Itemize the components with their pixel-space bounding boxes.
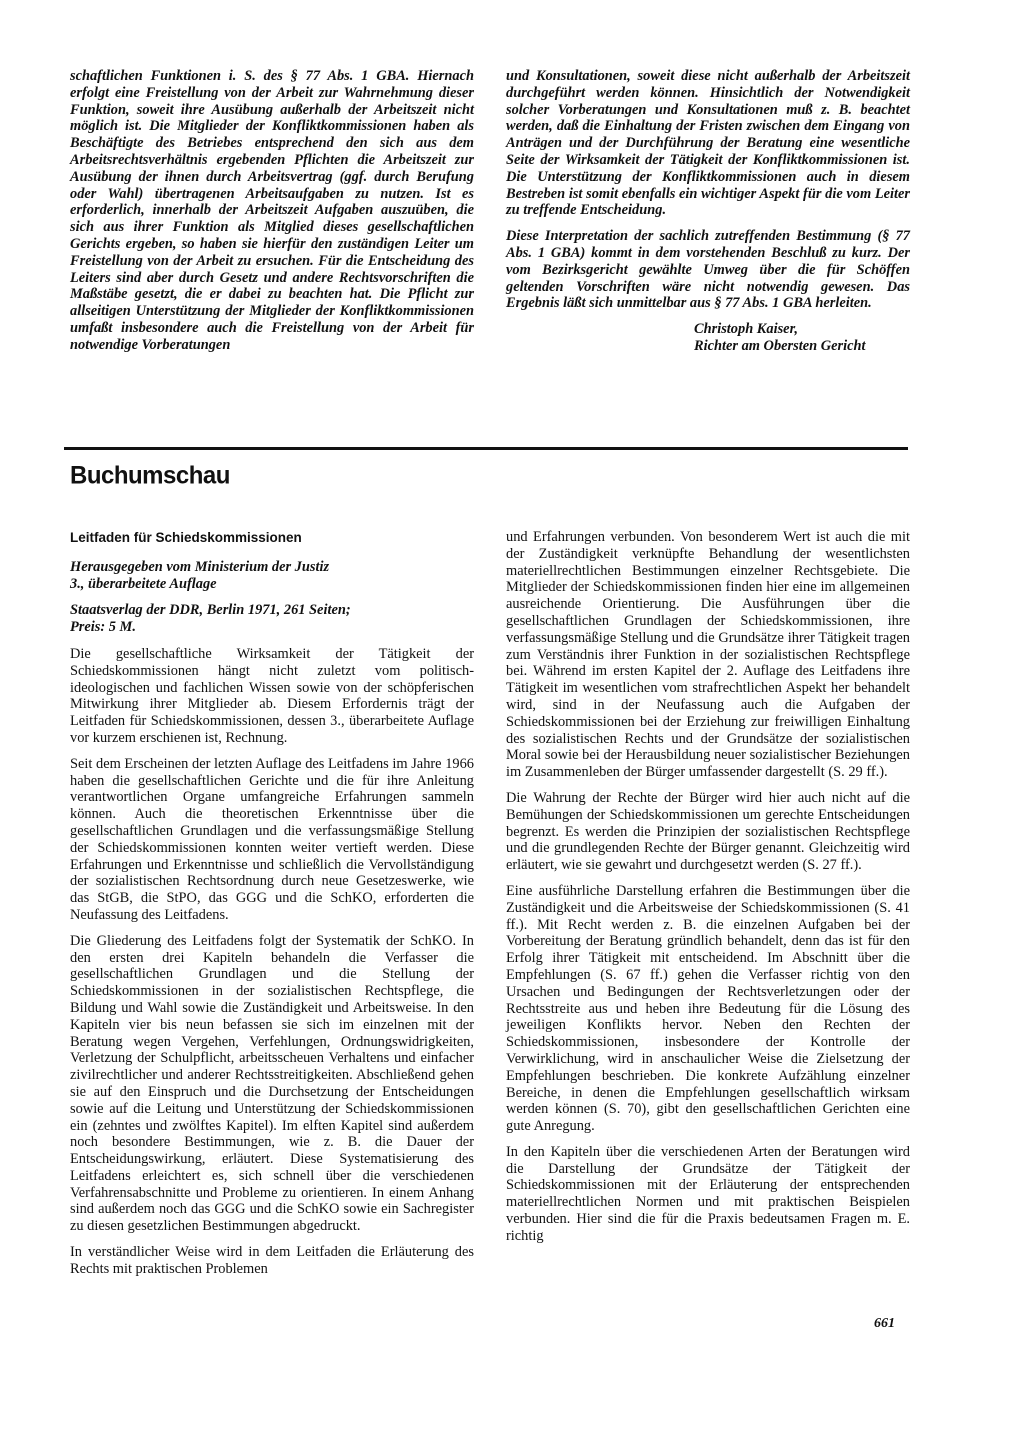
paragraph: Die Gliederung des Leitfadens folgt der Systematik der SchKO. In den ersten drei Kapiteln behandeln die Verfasser die gesellschaftlichen Grundlagen und die Stellung der Schiedskommissionen in der sozialistischen Rechtspflege, die Bildung und Wahl sowie die Zuständigkeit und Arbeitsweise. In den Kapiteln vier bis neun befassen sie sich im einzelnen mit der Beratung wegen Vergehen, Verfehlungen, Ordnungswidrigkeiten, Verletzung der Schulpflicht, arbeitsscheuen Verhaltens und einfacher zivilrechtlicher und anderer Rechtsstreitigkeiten. Abschließend gehen sie auf den Einspruch und die Durchsetzung der Entscheidungen sowie auf die Leitung und Unterstützung der Schiedskommissionen ein (zehntes und zwölftes Kapitel). Im elften Kapitel sind außerdem noch besondere Bestimmungen, wie z. B. die Dauer der Entscheidungswirkung, erläutert. Diese Systematisierung des Leitfadens erleichtert es, sich schnell über die verschiedenen Verfahrensabschnitte und Probleme zu orientieren. In einem Anhang sind außerdem noch das GGG und die SchKO sowie ein Sachregister zu diesen gesetzlichen Bestimmungen abgedruckt. xyxy=(70,932,474,1235)
section-heading: Buchumschau xyxy=(70,461,230,490)
review-title: Leitfaden für Schiedskommissionen xyxy=(70,530,302,545)
paragraph: Seit dem Erscheinen der letzten Auflage des Leitfadens im Jahre 1966 haben die gesellschaftlichen Gerichte und die für ihre Anleitung verantwortlichen Organe umfangreiche Erfahrungen sammeln können. Auch die theoretischen Erkenntnisse über die gesellschaftlichen Grundlagen und die verfassungsmäßige Stellung der Schiedskommissionen konnten weiter vertieft werden. Diese Erfahrungen und Erkenntnisse und schließlich die Vervollständigung der sozialistischen Rechtsordnung durch neue Gesetzeswerke, wie das StGB, die StPO, das GGG und die SchKO, erforderten die Neufassung des Leitfadens. xyxy=(70,755,474,923)
meta-line: Herausgegeben vom Ministerium der Justiz xyxy=(70,558,330,575)
signature-name: Christoph Kaiser, xyxy=(694,321,798,338)
meta-line: 3., überarbeitete Auflage xyxy=(70,575,217,592)
paragraph: Die Wahrung der Rechte der Bürger wird hier auch nicht auf die Bemühungen der Schiedskommissionen um gerechte Entscheidungen begrenzt. Es werden die Prinzipien der sozialistischen Rechtspflege und die grundlegenden Rechte der Bürger genannt. Gleichzeitig wird erläutert, wie sie gewahrt und durchgesetzt werden (S. 27 ff.). xyxy=(506,789,910,874)
paragraph: In verständlicher Weise wird in dem Leitfaden die Erläuterung des Rechts mit praktischen Problemen xyxy=(70,1244,474,1277)
paragraph: schaftlichen Funktionen i. S. des § 77 Abs. 1 GBA. Hiernach erfolgt eine Freistellung von der Arbeit zur Wahrnehmung dieser Funktion, soweit ihre Ausübung außerhalb der Arbeitszeit nicht möglich ist. Die Mitglieder der Konfliktkommissionen haben als Beschäftigte des Betriebes entsprechend den sich aus dem Arbeitsrechtsverhältnis ergebenden Pflichten die Arbeitszeit zur Ausübung der ihnen durch Arbeitsvertrag (ggf. durch Berufung oder Wahl) übertragenen Arbeitsaufgaben zu nutzen. Ist es erforderlich, innerhalb der Arbeitszeit Aufgaben auszuüben, die sich aus ihrer Funktion als Mitglied dieses gesellschaftlichen Gerichts ergeben, so haben sie hierfür den zuständigen Leiter um Freistellung von der Arbeit zu ersuchen. Für die Entscheidung des Leiters sind aber durch Gesetz und andere Rechtsvorschriften die Maßstäbe gesetzt, die er dabei zu beachten hat. Die Pflicht zur allseitigen Unterstützung der Mitglieder der Konfliktkommissionen umfaßt insbesondere auch die Freistellung von der Arbeit für notwendige Vorberatungen xyxy=(70,68,474,353)
review-meta-publisher xyxy=(70,602,474,636)
paragraph: Die gesellschaftliche Wirksamkeit der Tätigkeit der Schiedskommissionen hängt nicht zuletzt vom politisch-ideologischen und fachlichen Wissen sowie von der schöpferischen Mitwirkung ihrer Mitglieder ab. Diesem Erfordernis trägt der Leitfaden für Schiedskommissionen, dessen 3., überarbeitete Auflage vor kurzem erschienen ist, Rechnung. xyxy=(70,645,474,746)
signature-title: Richter am Obersten Gericht xyxy=(694,337,866,354)
paragraph: und Erfahrungen verbunden. Von besonderem Wert ist auch die mit der Zuständigkeit verknüpfte Behandlung der wesentlichsten materiellrechtlichen Bestimmungen einzelner Rechtsgebiete. Die Mitglieder der Schiedskommissionen finden hier eine im allgemeinen ausreichende Orientierung. Die Ausführungen über die gesellschaftlichen Grundlagen der Schiedskommissionen, ihre verfassungsmäßige Stellung und die Grundsätze ihrer Tätigkeit tragen zum Verständnis ihrer Funktion in der sozialistischen Rechtspflege bei. Während im ersten Kapitel der 2. Auflage des Leitfadens ihre Tätigkeit im wesentlichen vom strafrechtlichen Aspekt her behandelt wird, sind in der Neufassung auch die Aufgaben der Schiedskommissionen bei der Erziehung zur freiwilligen Einhaltung des sozialistischen Rechts und der Grundsätze der sozialistischen Moral sowie bei der Herausbildung neuer sozialistischer Beziehungen im Zusammenleben der Bürger umfassender dargestellt (S. 29 ff.). xyxy=(506,529,910,781)
review-right-column xyxy=(506,529,910,1254)
paragraph: Eine ausführliche Darstellung erfahren die Bestimmungen über die Zuständigkeit und die Arbeitsweise der Schiedskommissionen (S. 41 ff.). Mit Recht werden z. B. die einzelnen Aufgaben bei der Vorbereitung der Beratung gründlich behandelt, denn das ist für den Erfolg ihrer Tätigkeit mit entscheidend. Im Abschnitt über die Empfehlungen (S. 67 ff.) gehen die Verfasser richtig von den Ursachen und Bedingungen der Rechtsverletzungen oder der Rechtsstreite aus und heben ihre Bedeutung für die Lösung des jeweiligen Konflikts hervor. Neben den Rechten der Schiedskommissionen, insbesondere der Kontrolle der Verwirklichung, wird in anschaulicher Weise die Zielsetzung der Empfehlungen beschrieben. Die konkrete Aufzählung einzelner Bereiche, in denen die Empfehlungen gesellschaftlich wirksam werden können (S. 70), gibt den gesellschaftlichen Gerichten eine gute Anregung. xyxy=(506,882,910,1135)
top-right-column xyxy=(506,68,910,355)
meta-line: Staatsverlag der DDR, Berlin 1971, 261 Seiten; xyxy=(70,602,351,619)
paragraph: und Konsultationen, soweit diese nicht außerhalb der Arbeitszeit durchgeführt werden können. Hinsichtlich der Notwendigkeit solcher Vorberatungen und Konsultationen muß z. B. beachtet werden, daß die Einhaltung der Fristen zwischen dem Eingang von Anträgen und der Durchführung der Beratung eine wesentliche Seite der Wirksamkeit der Tätigkeit der Konfliktkommissionen ist. Die Unterstützung der Konfliktkommissionen auch in diesem Bestreben ist somit ebenfalls ein wichtiger Aspekt für die vom Leiter zu treffende Entscheidung. xyxy=(506,68,910,219)
meta-line: Preis: 5 M. xyxy=(70,619,136,636)
review-meta-editor xyxy=(70,559,474,593)
review-left-column xyxy=(70,530,474,1287)
top-left-column xyxy=(70,68,474,363)
page-number: 661 xyxy=(874,1316,895,1331)
paragraph: In den Kapiteln über die verschiedenen Arten der Beratungen wird die Darstellung der Grundsätze der Tätigkeit der Schiedskommissionen mit der Erläuterung der entsprechenden materiellrechtlichen Normen und mit praktischen Beispielen verbunden. Hier sind die für die Praxis bedeutsamen Fragen m. E. richtig xyxy=(506,1143,910,1244)
paragraph: Diese Interpretation der sachlich zutreffenden Bestimmung (§ 77 Abs. 1 GBA) kommt in dem vorstehenden Beschluß zu kurz. Der vom Bezirksgericht gewählte Umweg über die für Schöffen geltenden Vorschriften wäre nicht notwendig gewesen. Das Ergebnis läßt sich unmittelbar aus § 77 Abs. 1 GBA herleiten. xyxy=(506,228,910,312)
section-divider xyxy=(64,447,908,450)
